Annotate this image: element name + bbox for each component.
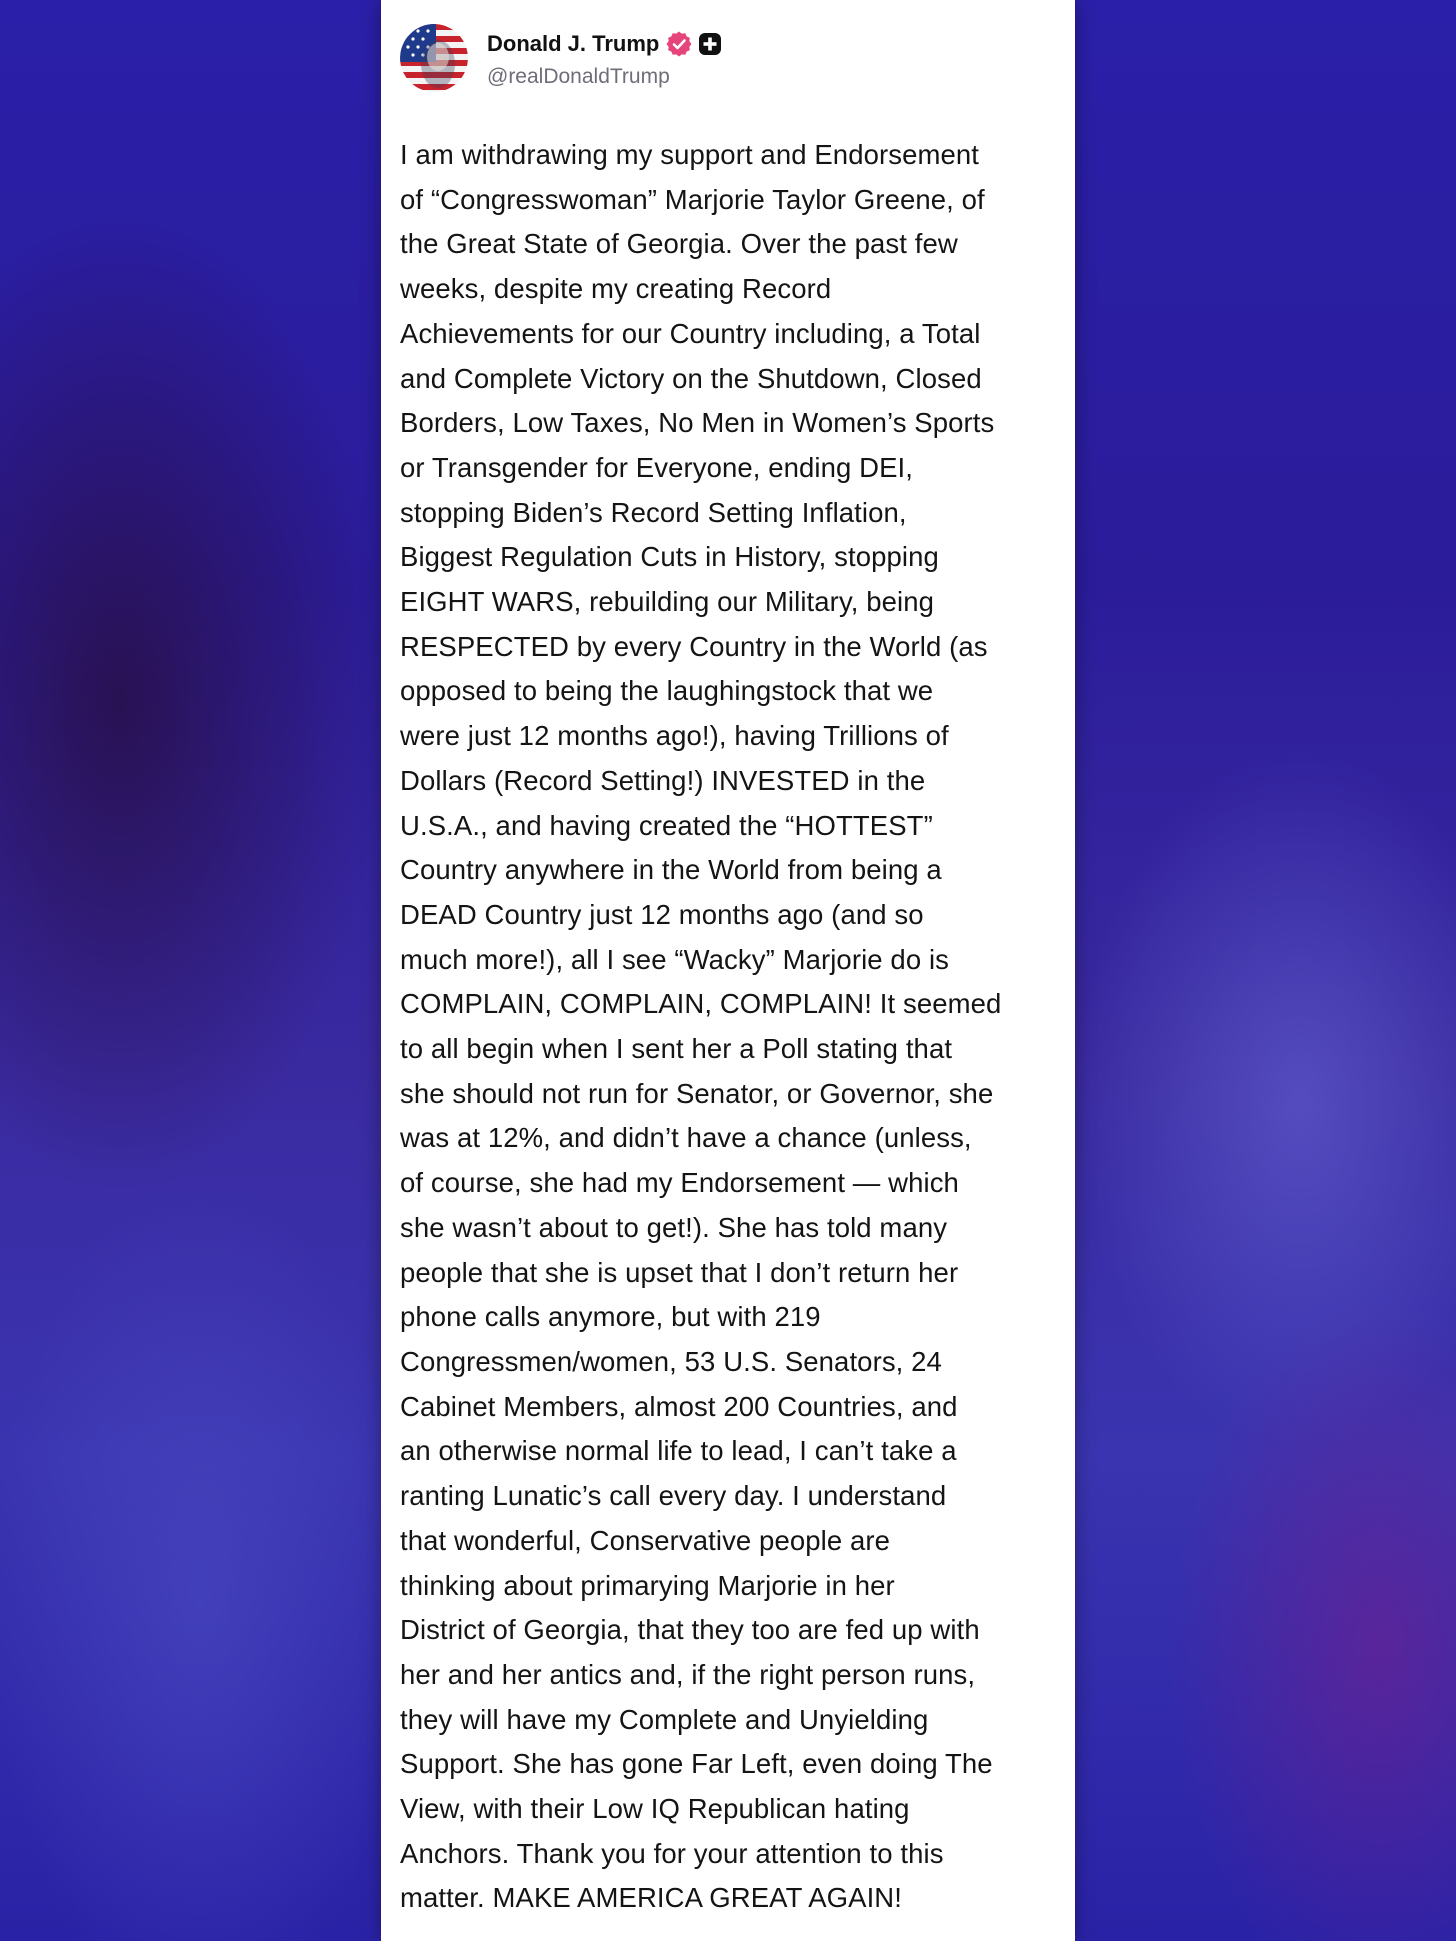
avatar-flag-portrait-icon bbox=[400, 24, 468, 92]
display-name[interactable]: Donald J. Trump bbox=[487, 31, 660, 56]
avatar[interactable] bbox=[400, 24, 468, 92]
post-body: I am withdrawing my support and Endorsement of “Congresswoman” Marjorie Taylor Greene, of the Great State of Georgia. Over the past few weeks, despite my creating Record Achievements for our Country including, a Total and Complete Victory on the Shutdown, Closed Borders, Low Taxes, No Men in Women’s Sports or Transgender for Everyone, ending DEI, stopping Biden’s Record Setting Inflation, Biggest Regulation Cuts in History, stopping EIGHT WARS, rebuilding our Military, being RESPECTED by every Country in the World (as opposed to being the laughingstock that we were just 12 months ago!), having Trillions of Dollars (Record Setting!) INVESTED in the U.S.A., and having created the “HOTTEST” Country anywhere in the World from being a DEAD Country just 12 months ago (and so much more!), all I see “Wacky” Marjorie do is COMPLAIN, COMPLAIN, COMPLAIN! It seemed to all begin when I sent her a Poll stating that she should not run for Senator, or Governor, she was at 12%, and didn’t have a chance (unless, of course, she had my Endorsement — which she wasn’t about to get!). She has told many people that she is upset that I don’t return her phone calls anymore, but with 219 Congressmen/women, 53 U.S. Senators, 24 Cabinet Members, almost 200 Countries, and an otherwise normal life to lead, I can’t take a ranting Lunatic’s call every day. I understand that wonderful, Conservative people are thinking about primarying Marjorie in her District of Georgia, that they too are fed up with her and her antics and, if the right person runs, they will have my Complete and Unyielding Support. She has gone Far Left, even doing The View, with their Low IQ Republican hating Anchors. Thank you for your attention to this matter. MAKE AMERICA GREAT AGAIN! bbox=[400, 139, 1002, 1914]
plus-badge-icon bbox=[698, 32, 722, 56]
author-name-row bbox=[487, 27, 722, 61]
post-card bbox=[381, 0, 1075, 1941]
author-handle[interactable]: @realDonaldTrump bbox=[487, 65, 670, 88]
post-header bbox=[400, 24, 722, 92]
author-block bbox=[487, 27, 722, 89]
verified-badge-icon bbox=[666, 31, 692, 57]
